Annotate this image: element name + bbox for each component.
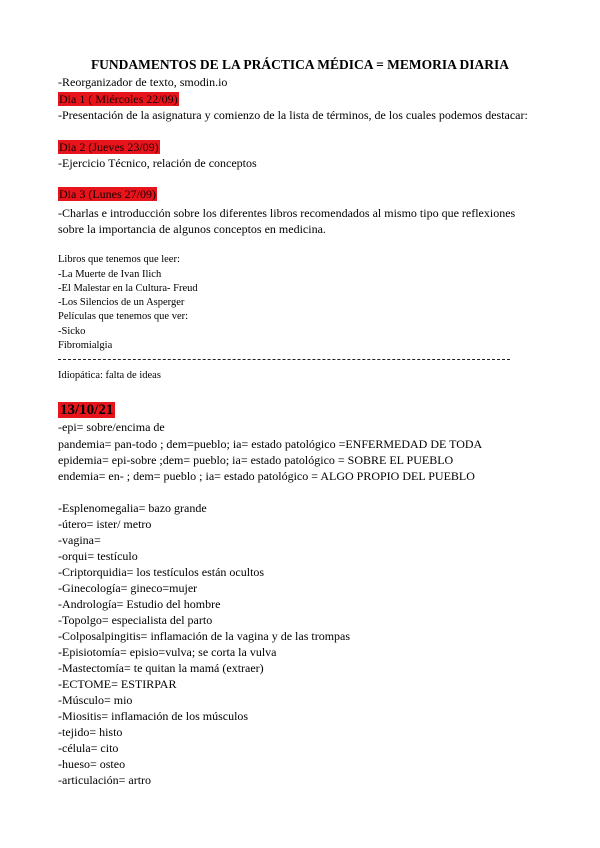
day3-text-line1: -Charlas e introducción sobre los diferentes libros recomendados al mismo tipo que reflexiones: [58, 206, 516, 220]
day3-heading: [58, 187, 157, 201]
list-item: -ECTOME= ESTIRPAR: [58, 677, 177, 691]
day1-heading: [58, 92, 179, 106]
list-item: -célula= cito: [58, 741, 119, 755]
list-item: -Músculo= mio: [58, 693, 133, 707]
page-title: FUNDAMENTOS DE LA PRÁCTICA MÉDICA = MEMORIA DIARIA: [90, 57, 510, 72]
term-epidemia: epidemia= epi-sobre ;dem= pueblo; ia= estado patológico = SOBRE EL PUEBLO: [58, 453, 454, 467]
books-heading: Libros que tenemos que leer:: [58, 254, 180, 265]
day1-highlight: Dia 1 ( Miércoles 22/09): [59, 92, 178, 106]
films-heading: Películas que tenemos que ver:: [58, 311, 189, 322]
term-endemia: endemia= en- ; dem= pueblo ; ia= estado patológico = ALGO PROPIO DEL PUEBLO: [58, 469, 475, 483]
list-item: -Andrología= Estudio del hombre: [58, 597, 221, 611]
idiopatica-note: Idiopática: falta de ideas: [58, 370, 161, 381]
day3-text-line2: sobre la importancia de algunos conceptos en medicina.: [58, 222, 326, 236]
list-item: -Episiotomía= episio=vulva; se corta la vulva: [58, 645, 277, 659]
list-item: -orqui= testículo: [58, 549, 138, 563]
list-item: -Ginecología= gineco=mujer: [58, 581, 198, 595]
book-item: -El Malestar en la Cultura- Freud: [58, 283, 198, 294]
term-epi: -epi= sobre/encima de: [58, 420, 165, 434]
film-item: -Sicko: [58, 326, 86, 337]
day3-highlight: Dia 3 (Lunes 27/09): [59, 187, 156, 201]
dashed-separator: [58, 359, 510, 360]
day1-text: -Presentación de la asignatura y comienzo de la lista de términos, de los cuales podemos destacar:: [58, 108, 528, 122]
list-item: -Criptorquidia= los testículos están ocultos: [58, 565, 265, 579]
day2-heading: [58, 140, 160, 154]
list-item: -Colposalpingitis= inflamación de la vagina y de las trompas: [58, 629, 351, 643]
day2-text: -Ejercicio Técnico, relación de conceptos: [58, 156, 257, 170]
list-item: -Mastectomía= te quitan la mamá (extraer): [58, 661, 264, 675]
book-item: -La Muerte de Ivan Ilich: [58, 269, 162, 280]
list-item: -Miositis= inflamación de los músculos: [58, 709, 249, 723]
term-pandemia: pandemia= pan-todo ; dem=pueblo; ia= estado patológico =ENFERMEDAD DE TODA: [58, 437, 483, 451]
list-item: -útero= ister/ metro: [58, 517, 152, 531]
list-item: -Esplenomegalia= bazo grande: [58, 501, 207, 515]
film-item: Fibromialgia: [58, 340, 113, 351]
list-item: -Topolgo= especialista del parto: [58, 613, 213, 627]
day2-highlight: Dia 2 (Jueves 23/09): [59, 140, 159, 154]
list-item: -articulación= artro: [58, 773, 152, 787]
book-item: -Los Silencios de un Asperger: [58, 297, 185, 308]
list-item: -tejido= histo: [58, 725, 123, 739]
list-item: -hueso= osteo: [58, 757, 126, 771]
date-heading: [58, 401, 115, 419]
list-item: -vagina=: [58, 533, 101, 547]
reorganizer-note: -Reorganizador de texto, smodin.io: [58, 75, 228, 89]
date-highlight: 13/10/21: [60, 402, 114, 418]
